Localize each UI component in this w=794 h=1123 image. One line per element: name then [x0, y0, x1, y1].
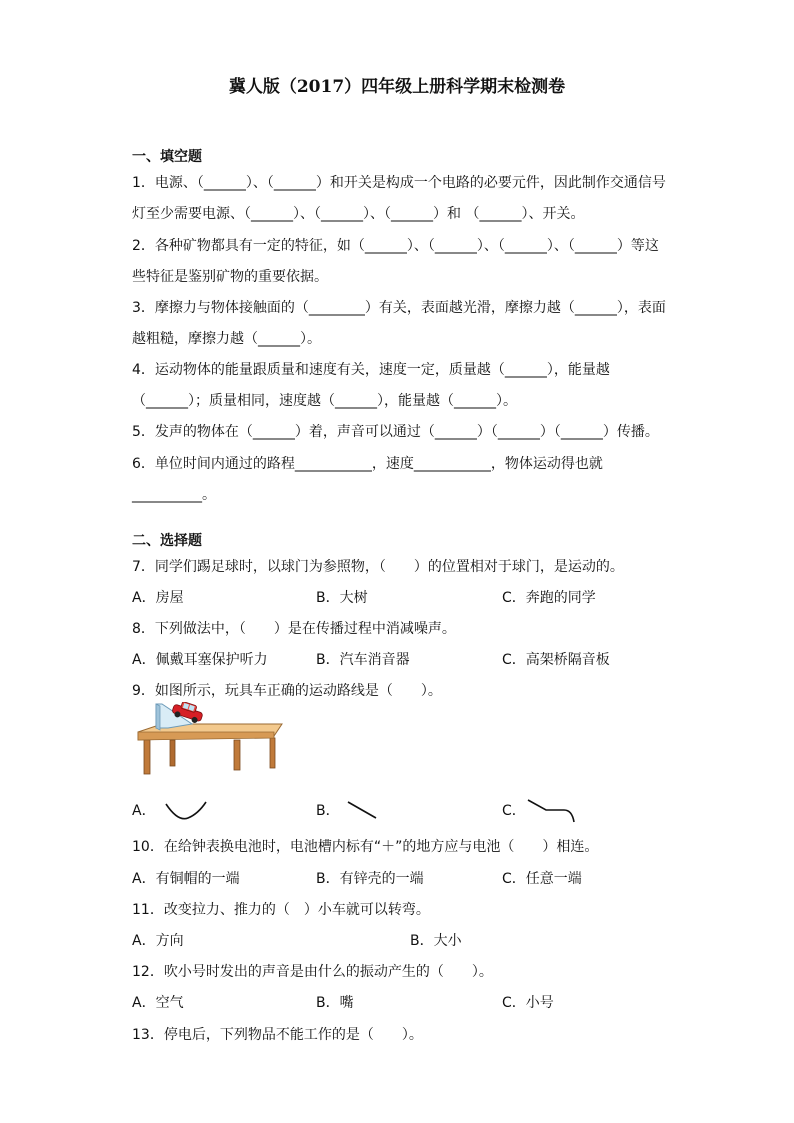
q7-option-c: C．奔跑的同学	[502, 590, 596, 606]
fill-line: 6．单位时间内通过的路程___________，速度___________，物体运动得也就	[132, 456, 603, 472]
q12-option-a: A．空气	[132, 995, 184, 1011]
q9-option-b: B．	[316, 803, 340, 819]
curve-u-shape-icon	[164, 800, 208, 824]
question-13: 13．停电后，下列物品不能工作的是（ ）。	[132, 1027, 423, 1043]
section-choice: 二、选择题	[132, 533, 202, 549]
question-12: 12．吹小号时发出的声音是由什么的振动产生的（ ）。	[132, 964, 493, 980]
curve-straight-down-icon	[346, 800, 380, 822]
q12-option-c: C．小号	[502, 995, 554, 1011]
q12-option-b: B．嘴	[316, 995, 354, 1011]
q10-option-b: B．有锌壳的一端	[316, 871, 424, 887]
fill-line: 2．各种矿物都具有一定的特征，如（______）、（______）、（______）、（______）等这	[132, 238, 659, 254]
ramp-table-figure	[134, 702, 284, 780]
fill-line: 些特征是鉴别矿物的重要依据。	[132, 269, 328, 285]
fill-line: 4．运动物体的能量跟质量和速度有关，速度一定，质量越（______），能量越	[132, 362, 610, 378]
q11-option-b: B．大小	[410, 933, 462, 949]
q7-option-b: B．大树	[316, 590, 368, 606]
q9-option-a: A．	[132, 803, 156, 819]
q8-option-b: B．汽车消音器	[316, 652, 410, 668]
section-fill-in: 一、填空题	[132, 149, 202, 165]
page-title: 冀人版（2017）四年级上册科学期末检测卷	[228, 77, 566, 97]
question-10: 10．在给钟表换电池时，电池槽内标有“＋”的地方应与电池（ ）相连。	[132, 839, 599, 855]
fill-line: 1．电源、（______）、（______）和开关是构成一个电路的必要元件，因此制作交通信号	[132, 175, 666, 191]
question-9: 9．如图所示，玩具车正确的运动路线是（ ）。	[132, 683, 442, 699]
q10-option-c: C．任意一端	[502, 871, 582, 887]
q7-option-a: A．房屋	[132, 590, 184, 606]
question-7: 7．同学们踢足球时，以球门为参照物，（ ）的位置相对于球门，是运动的。	[132, 559, 624, 575]
q8-option-a: A．佩戴耳塞保护听力	[132, 652, 268, 668]
q9-option-c: C．	[502, 803, 526, 819]
q11-option-a: A．方向	[132, 933, 184, 949]
fill-line: 3．摩擦力与物体接触面的（________）有关，表面越光滑，摩擦力越（______），表面	[132, 300, 666, 316]
question-11: 11．改变拉力、推力的（ ）小车就可以转弯。	[132, 902, 430, 918]
curve-slope-then-flat-icon	[526, 798, 578, 824]
fill-line: 越粗糙，摩擦力越（______）。	[132, 331, 321, 347]
q8-option-c: C．高架桥隔音板	[502, 652, 610, 668]
fill-line: 5．发声的物体在（______）着，声音可以通过（______）（______）（______）传播。	[132, 424, 659, 440]
fill-line: __________。	[132, 487, 216, 503]
q10-option-a: A．有铜帽的一端	[132, 871, 240, 887]
fill-line: （______）；质量相同，速度越（______），能量越（______）。	[132, 393, 517, 409]
fill-line: 灯至少需要电源、（______）、（______）、（______）和 （______）、开关。	[132, 206, 585, 222]
question-8: 8．下列做法中，（ ）是在传播过程中消减噪声。	[132, 621, 456, 637]
